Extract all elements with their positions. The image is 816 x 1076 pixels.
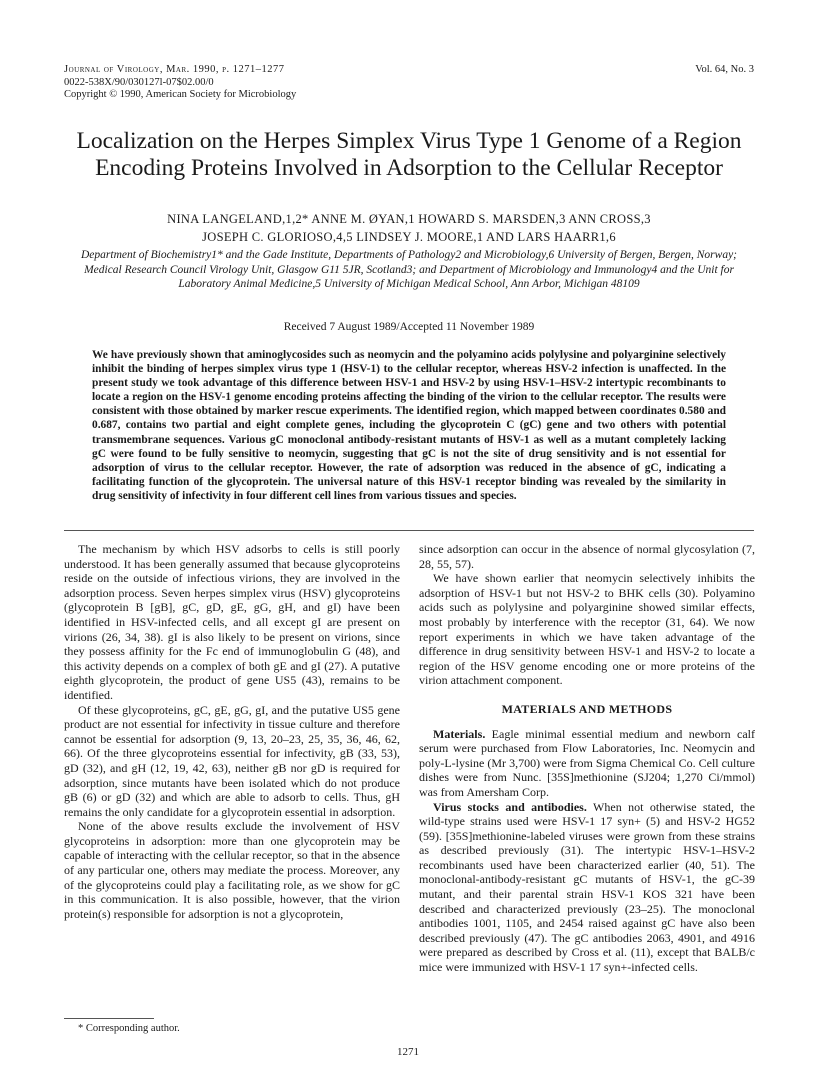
body-paragraph: We have shown earlier that neomycin selectively inhibits the adsorption of HSV-1 but not HSV-2 to BHK cells (30). Polyamino acids such as polylysine and polyarginine showed similar effects, most probably by interference with the receptor (31, 64). We now report experiments in which we have taken advantage of the difference in drug sensitivity between HSV-1 and HSV-2 to locate a region of the HSV genome encoding one or more proteins of the virion attachment component. — [419, 571, 755, 688]
body-paragraph: Of these glycoproteins, gC, gE, gG, gI, and the putative US5 gene product are not essential for infectivity in tissue culture and therefore cannot be essential for adsorption (9, 13, 20–23, 25, 35, 36, 46, 62, 66). Of the three glycoproteins essential for infectivity, gB (33, 53), gD (32), and gH (12, 19, 42, 63), neither gB nor gD is required for adsorption, since mutants have been isolated which do not produce gB (6) or gD (32) and which are able to adsorb to cells. Thus, gH remains the only candidate for a glycoprotein essential in adsorption. — [64, 702, 400, 819]
abstract-divider — [64, 530, 754, 531]
body-paragraph: since adsorption can occur in the absence of normal glycosylation (7, 28, 55, 57). — [419, 542, 755, 571]
author-line: JOSEPH C. GLORIOSO,4,5 LINDSEY J. MOORE,1 AND LARS HAARR1,6 — [202, 230, 616, 244]
article-code: 0022-538X/90/030127l-07$02.00/0 — [64, 76, 214, 88]
journal-header — [64, 64, 754, 102]
left-column — [64, 542, 400, 921]
footnote: * Corresponding author. — [78, 1023, 180, 1034]
subsection-heading: Virus stocks and antibodies. — [433, 799, 587, 814]
section-heading: MATERIALS AND METHODS — [501, 701, 673, 716]
author-line: NINA LANGELAND,1,2* ANNE M. ØYAN,1 HOWARD S. MARSDEN,3 ANN CROSS,3 — [167, 212, 651, 226]
paragraph-text: Eagle minimal essential medium and newborn calf serum were purchased from Flow Laboratories, Inc. Neomycin and poly-L-lysine (Mr 3,700) were from Sigma Chemical Co. Cell culture dishes were from Nunc. [35S]methionine (SJ204; 1,270 Ci/mmol) was from Amersham Corp. — [419, 726, 756, 799]
volume-issue: Vol. 64, No. 3 — [695, 64, 754, 75]
author-list — [64, 210, 754, 246]
page-number: 1271 — [397, 1046, 419, 1058]
affiliations: Department of Biochemistry1* and the Gade Institute, Departments of Pathology2 and Microbiology,6 University of Bergen, Bergen, Norway; Medical Research Council Virology Unit, Glasgow G11 5JR, Scotland3; and Department of Microbiology and Immunology4 and the Unit for Laboratory Animal Medicine,5 University of Michigan Medical School, Ann Arbor, Michigan 48109 — [80, 249, 738, 290]
body-paragraph — [419, 727, 755, 800]
footnote-divider — [64, 1018, 154, 1019]
abstract: We have previously shown that aminoglycosides such as neomycin and the polyamino acids polylysine and polyarginine selectively inhibit the binding of herpes simplex virus type 1 (HSV-1) to the cellular receptor, whereas HSV-2 infection is unaffected. In the present study we took advantage of this difference between HSV-1 and HSV-2 by using HSV-1–HSV-2 intertypic recombinants to locate a region on the HSV-1 genome encoding proteins affecting the binding of the virion to the cellular receptor. The results were consistent with those obtained by marker rescue experiments. The identified region, which mapped between coordinates 0.580 and 0.687, contains two partial and eight complete genes, including the glycoprotein C (gC) gene and two others with potential transmembrane sequences. Various gC monoclonal antibody-resistant mutants of HSV-1 as well as a mutant completely lacking gC were found to be fully sensitive to neomycin, suggesting that gC is not the site of drug sensitivity and is not essential for adsorption of virus to the cellular receptor. However, the rate of adsorption was reduced in the absence of gC, indicating a facilitating function of the glycoprotein. The universal nature of this HSV-1 receptor binding was revealed by the similarity in drug sensitivity of infectivity in four different cell lines from various tissues and species. — [92, 349, 726, 502]
journal-citation: Journal of Virology, Mar. 1990, p. 1271–1277 — [64, 64, 285, 75]
copyright-notice: Copyright © 1990, American Society for Microbiology — [64, 89, 297, 100]
received-dates: Received 7 August 1989/Accepted 11 November 1989 — [283, 321, 535, 333]
right-column — [419, 542, 755, 975]
body-paragraph — [419, 800, 755, 975]
article-title: Localization on the Herpes Simplex Virus Type 1 Genome of a Region Encoding Proteins Involved in Adsorption to the Cellular Receptor — [76, 128, 742, 181]
paragraph-text: When not otherwise stated, the wild-type strains used were HSV-1 17 syn+ (5) and HSV-2 HG52 (59). [35S]methionine-labeled viruses were grown from these strains as described previously (31). The intertypic HSV-1–HSV-2 recombinants used have been characterized earlier (40, 51). The monoclonal-antibody-resistant gC mutants of HSV-1, the gC-39 mutant, and their parental strain HSV-1 KOS 321 have been described and characterized previously (23–25). The monoclonal antibodies 1001, 1105, and 2454 raised against gC have also been described previously (47). The gC antibodies 2063, 4901, and 4916 were prepared as described by Cross et al. (11), except that BALB/c mice were immunized with HSV-1 17 syn+-infected cells. — [419, 799, 755, 975]
body-paragraph: The mechanism by which HSV adsorbs to cells is still poorly understood. It has been generally assumed that because glycoproteins reside on the outside of infectious virions, they are involved in the adsorption process. Seven herpes simplex virus (HSV) glycoproteins (glycoprotein B [gB], gC, gD, gE, gG, gH, and gI) have been identified in HSV-infected cells, and all except gI are present on virions (26, 34, 38). gI is also likely to be present on virions, since they possess affinity for the Fc end of immunoglobulin G (48), and this activity depends on a complex of both gE and gI (27). A putative eighth glycoprotein, the product of gene US5 (43), remains to be identified. — [64, 542, 400, 702]
subsection-heading: Materials. — [433, 726, 486, 741]
body-paragraph: None of the above results exclude the involvement of HSV glycoproteins in adsorption: more than one glycoprotein may be capable of interacting with the cellular receptor, so that in the absence of any particular one, others may mediate the process. Moreover, any of the glycoproteins could play a facilitating role, as we show for gC in this communication. It is also possible, however, that the virion protein(s) responsible for adsorption is not a glycoprotein, — [64, 819, 400, 921]
